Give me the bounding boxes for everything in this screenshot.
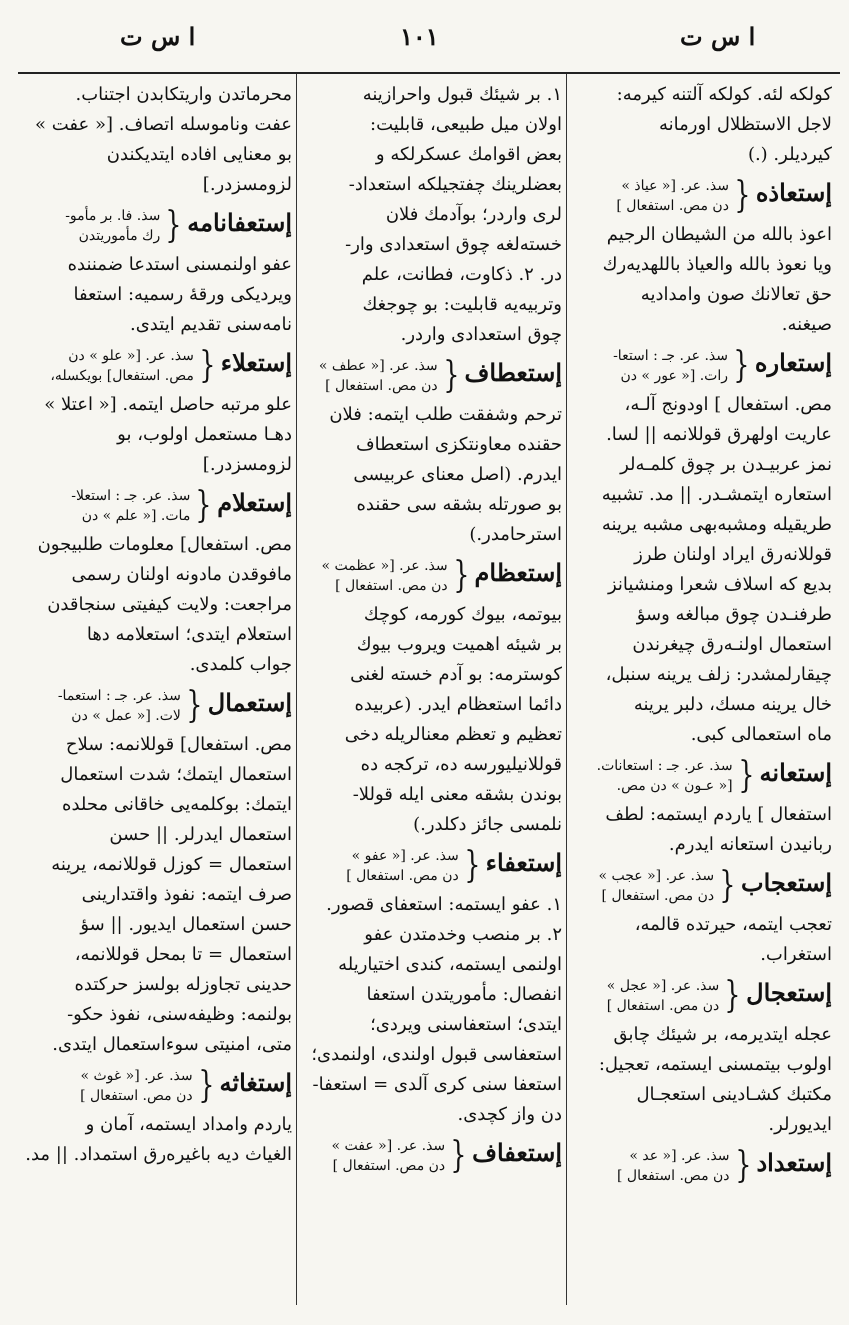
text-line: ويا نعوذ بالله والعياذ باللهديه‌رك (602, 254, 832, 275)
text-line: تعظيم و تعظم معنالريله دخى (344, 724, 562, 745)
entry-header (300, 556, 562, 596)
text-line: استعمال ايتمك؛ شدت استعمال (60, 764, 292, 785)
text-line: استعفاسى قبول اولندى، اولنمدى؛ (311, 1044, 562, 1065)
etymology (321, 556, 447, 596)
text-line: حسن استعمال ايديور. || سؤ (80, 914, 292, 935)
etymology-line: سذ. عر. [« عطف » (318, 358, 438, 374)
headword: إستعجال (746, 978, 832, 1007)
headword: إستعفانامه (187, 208, 292, 237)
text-line: بوندن بشقه معنى ايله قوللا- (352, 784, 562, 805)
etymology-line: سذ. عر. [« عجل » (606, 978, 720, 994)
text-line: استعمال = تا بمحل قوللانمه، (74, 944, 292, 965)
text-line: صيغنه. (781, 314, 832, 335)
entry-header (572, 976, 832, 1016)
etymology-line: سذ. عر. [« عياذ » (621, 178, 729, 194)
etymology-line: دن مص. استفعال ] (332, 1158, 446, 1174)
entry-header (572, 866, 832, 906)
etymology-line: سذ. عر. [« عجب » (598, 868, 715, 884)
entry-header (572, 176, 832, 216)
text-line: مراجعت: ولايت كيفيتى سنجاقدن (47, 594, 292, 615)
text-line: اعوذ بالله من الشيطان الرجيم (606, 224, 832, 245)
etymology (50, 346, 194, 386)
entry-header (24, 346, 292, 386)
text-line: خال يرينه مسك، دلبر يرينه (633, 694, 832, 715)
text-line: كيرديلر. (.) (747, 144, 832, 165)
headword: إستعمال (207, 688, 292, 717)
text-line: ويرديكى ورقۀ رسميه: استعفا (73, 284, 292, 305)
text-line: اولان ميل طبيعى، قابليت: (370, 114, 562, 135)
brace-glyph: { (724, 975, 741, 1016)
text-line: ماه استعمالى كبى. (690, 724, 832, 745)
text-line: استعمال ايدرلر. || حسن (109, 824, 292, 845)
text-line: انفصال: مأموريتدن استعفا (366, 984, 562, 1005)
entry-header (572, 756, 832, 796)
etymology-line: مص. استفعال] بويكسله، (50, 368, 194, 384)
text-line: كوسترمه: بو آدم خسته لغنى (350, 664, 562, 685)
column-2 (300, 80, 562, 1305)
etymology-line: دن مص. استفعال ] (601, 888, 715, 904)
brace-glyph: { (453, 555, 470, 596)
text-line: صرف ايتمه: نفوذ واقتدارينى (81, 884, 292, 905)
etymology-line: سذ. عر. جـ : استعلا- (71, 488, 191, 504)
text-line: لزومسزدر.] (202, 174, 292, 195)
headword: إستعلاء (220, 348, 292, 377)
etymology (65, 206, 160, 246)
text-line: بعضلرينك چفتجيلكه استعداد- (348, 174, 562, 195)
etymology-line: دن مص. استفعال ] (346, 868, 459, 884)
brace-glyph: { (450, 1135, 467, 1176)
entry-header (24, 206, 292, 246)
text-line: الغياث ديه باغيره‌رق استمداد. || مد. (25, 1144, 292, 1165)
etymology-line: سذ. فا. بر مأمو- (65, 208, 161, 224)
text-line: لرى واردر؛ بوآدمك فلان (385, 204, 562, 225)
etymology-line: سذ. عر. [« غوث » (80, 1068, 193, 1084)
text-line: عاريت اولهرق قوللانمه || لسا. (606, 424, 832, 445)
text-line: استعاره ايتمشـدر. || مد. تشبيه (601, 484, 832, 505)
brace-glyph: { (734, 1145, 752, 1186)
column-divider-2 (296, 74, 297, 1305)
text-line: لاجل الاستظلال اورمانه (658, 114, 832, 135)
text-line: طريقيله ومشبه‌بهى مشبه يرينه (601, 514, 832, 535)
headword: إستعفاء (485, 848, 562, 877)
text-line: مص. استفعال ] اودونج آلـه، (624, 394, 832, 415)
headword: إستعجاب (741, 868, 832, 897)
text-line: طرفنـدن چوق مبالغه وسؤ (636, 604, 832, 625)
text-line: مص. استفعال] معلومات طلبيجون (37, 534, 292, 555)
column-1 (572, 80, 832, 1305)
brace-glyph: { (165, 205, 182, 246)
text-line: نلمسى جائز دكلدر.) (413, 814, 562, 835)
text-line: جواب كلمدى. (189, 654, 292, 675)
text-line: استعمال اولنـه‌رق چيغرندن (632, 634, 832, 655)
etymology-line: سذ. عر. [« علو » دن (68, 348, 194, 364)
text-line: استعفا سنى كرى آلدى = استعفا- (312, 1074, 562, 1095)
entry-header (300, 846, 562, 886)
headword: إستعداد (756, 1148, 832, 1177)
etymology (607, 976, 720, 1016)
entry-header (24, 686, 292, 726)
text-line: اولوب بيتمسنى ايستمه، تعجيل: (598, 1054, 832, 1075)
text-line: بر شيئه اهميت ويروب بيوك (356, 634, 562, 655)
text-line: بديع كه اسلاف شعرا ومنشيانز (607, 574, 832, 595)
text-line: ٢. بر منصب وخدمتدن عفو (364, 924, 562, 945)
brace-glyph: { (198, 1065, 215, 1106)
etymology-line: سذ. عر. [« عد » (629, 1148, 730, 1164)
header-guide-left: ا س ت (120, 22, 196, 51)
etymology-line: رك مأموريتدن (78, 228, 161, 244)
text-line: استفعال ] ياردم ايستمه: لطف (605, 804, 832, 825)
text-line: عفت وناموسله اتصاف. [« عفت » (34, 114, 292, 135)
text-line: نمز عربيـدن بر چوق كلمـه‌لر (620, 454, 832, 475)
text-line: ١. عفو ايستمه: استعفاى قصور. (326, 894, 562, 915)
text-line: عجله ايتديرمه، بر شيئك چابق (613, 1024, 832, 1045)
etymology (617, 1146, 730, 1186)
brace-glyph: { (738, 755, 755, 796)
entry-header (24, 1066, 292, 1106)
page-header (0, 0, 849, 60)
brace-glyph: { (464, 845, 481, 886)
headword: إستعاره (754, 348, 832, 377)
etymology-line: دن مص. استفعال ] (80, 1088, 193, 1104)
text-line: بو معنايى افاده ايتديكندن (106, 144, 292, 165)
brace-glyph: { (719, 865, 736, 906)
etymology-line: رات. [« عور » دن (620, 368, 729, 384)
text-line: لزومسزدر.] (202, 454, 292, 475)
etymology (58, 686, 181, 726)
brace-glyph: { (734, 175, 751, 216)
brace-glyph: { (186, 685, 203, 726)
text-line: استغراب. (760, 944, 832, 965)
text-line: اولنمى ايستمه، كندى اختياريله (338, 954, 562, 975)
text-line: ترحم وشفقت طلب ايتمه: فلان (329, 404, 562, 425)
text-line: بو صورتله بشقه سى حقنده (356, 494, 562, 515)
entry-header (300, 1136, 562, 1176)
text-line: استعلام ايتدى؛ استعلامه دها (86, 624, 292, 645)
etymology-line: لات. [« عمل » دن (71, 708, 181, 724)
text-line: ايديورلر. (768, 1114, 832, 1135)
text-line: محرماتدن واريتكابدن اجتناب. (75, 84, 292, 105)
text-line: عفو اولنمسنى استدعا ضمننده (67, 254, 292, 275)
etymology (346, 846, 459, 886)
etymology-line: دن مص. استفعال ] (606, 998, 720, 1014)
text-line: علو مرتبه حاصل ايتمه. [« اعتلا » (44, 394, 292, 415)
text-line: در. ٢. ذكاوت، فطانت، علم (361, 264, 562, 285)
etymology (613, 346, 728, 386)
text-line: ايتمك: بوكلمه‌يى خاقانى محلده (62, 794, 292, 815)
text-line: چيقارلمشدر: زلف يرينه سنبل، (605, 664, 832, 685)
headword: إستعطاف (464, 358, 562, 387)
text-line: حدينى تجاوزله بولسز حركتده (74, 974, 292, 995)
text-line: استرحامدر.) (469, 524, 562, 545)
entry-header (300, 356, 562, 396)
brace-glyph: { (733, 345, 750, 386)
text-line: مكتبك كشـادينى استعجـال (636, 1084, 832, 1105)
text-line: كولكه لئه. كولكه آلتنه كيرمه: (616, 84, 832, 105)
etymology-line: مات. [« علم » دن (81, 508, 191, 524)
text-line: ١. بر شيئك قبول واحرازينه (362, 84, 562, 105)
page-number: ١٠١ (400, 22, 439, 51)
text-line: بولنمه: وظيفه‌سنى، نفوذ حكو- (67, 1004, 292, 1025)
etymology-line: دن مص. استفعال ] (616, 1168, 730, 1184)
text-line: ايتدى؛ استعفاسنى ويردى؛ (370, 1014, 562, 1035)
column-divider-1 (566, 74, 567, 1305)
brace-glyph: { (195, 485, 212, 526)
text-line: دهـا مستعمل اولوب، بو (117, 424, 292, 445)
header-rule (18, 72, 840, 74)
column-3 (24, 80, 292, 1305)
text-line: نامه‌سنى تقديم ايتدى. (130, 314, 292, 335)
text-line: حق تعالانك صون وامداديه (640, 284, 832, 305)
text-line: ياردم وامداد ايستمه، آمان و (85, 1114, 292, 1135)
etymology-line: سذ. عر. [« عظمت » (321, 558, 448, 574)
etymology (616, 176, 729, 216)
text-line: دائما استعظام ايدر. (عربيده (354, 694, 562, 715)
etymology-line: سذ. عر. [« عفو » (351, 848, 459, 864)
text-line: بعض اقوامك عسكرلكه و (375, 144, 562, 165)
text-line: مص. استفعال] قوللانمه: سلاح (65, 734, 292, 755)
etymology-line: دن مص. استفعال ] (335, 578, 448, 594)
text-line: متى، امنيتى سوءاستعمال ايتدى. (52, 1034, 292, 1055)
header-guide-right: ا س ت (680, 22, 756, 51)
text-line: قوللانيليورسه ده، تركجه ده (360, 754, 562, 775)
brace-glyph: { (443, 355, 460, 396)
headword: إستعلام (217, 488, 292, 517)
etymology-line: سذ. عر. [« عفت » (331, 1138, 446, 1154)
text-line: مافوقدن مادونه اولنان رسمى (71, 564, 292, 585)
headword: إستعفاف (472, 1138, 562, 1167)
brace-glyph: { (199, 345, 216, 386)
entry-header (24, 486, 292, 526)
headword: إستعظام (474, 558, 562, 587)
headword: إستعاذه (755, 178, 832, 207)
text-line: خسته‌لغه چوق استعدادى وار- (345, 234, 562, 255)
headword: إستعانه (759, 758, 832, 787)
etymology-line: سذ. عر. جـ : استعما- (57, 688, 181, 704)
etymology-line: دن مص. استفعال ] (325, 378, 438, 394)
etymology-line: سذ. عر. جـ : استعانات. (596, 758, 733, 774)
text-line: تعجب ايتمه، حيرتده قالمه، (634, 914, 832, 935)
etymology-line: دن مص. استفعال ] (616, 198, 729, 214)
text-line: بيوتمه، بيوك كورمه، كوچك (363, 604, 562, 625)
text-line: قوللانه‌رق ايراد اولنان طرز (634, 544, 832, 565)
etymology-line: [« عـون » دن مص. (616, 778, 733, 794)
etymology (332, 1136, 446, 1176)
text-line: چوق استعدادى واردر. (400, 324, 562, 345)
text-line: ايدرم. (اصل معناى عربيسى (353, 464, 562, 485)
headword: إستغاثه (219, 1068, 292, 1097)
text-line: ربانيدن استعانه ايدرم. (668, 834, 832, 855)
entry-header (572, 346, 832, 386)
text-line: حقنده معاونتكزى استعطاف (356, 434, 562, 455)
etymology (597, 756, 733, 796)
text-line: دن واز كچدى. (457, 1104, 562, 1125)
text-line: وتربيه‌يه قابليت: بو چوجغك (362, 294, 562, 315)
etymology (71, 486, 190, 526)
etymology (599, 866, 715, 906)
etymology (80, 1066, 193, 1106)
etymology-line: سذ. عر. جـ : استعا- (613, 348, 729, 364)
entry-header (572, 1146, 832, 1186)
etymology (319, 356, 438, 396)
text-line: استعمال = كوزل قوللانمه، يرينه (51, 854, 292, 875)
